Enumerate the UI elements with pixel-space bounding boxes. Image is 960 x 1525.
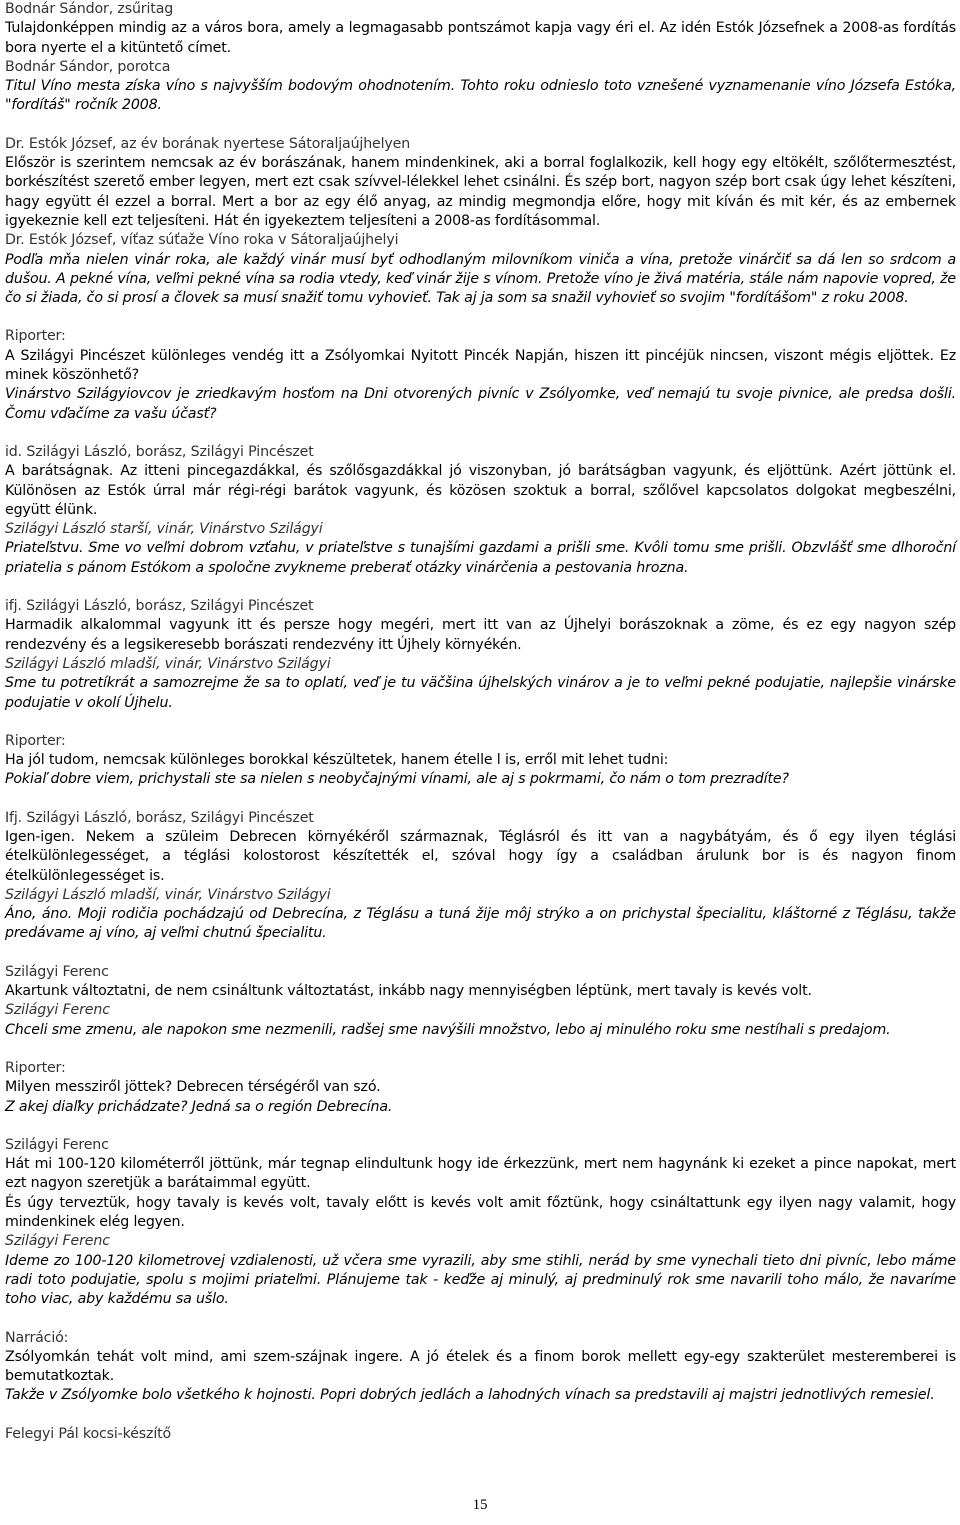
speaker-label: Riporter:	[5, 1059, 66, 1076]
hungarian-paragraph: Hát mi 100-120 kilométerről jöttünk, már tegnap elindultunk hogy ide érkezzünk, mert nem hagynánk ki ezeket a pince napokat, mert ezt nagyon szeretjük a barátaimmal együtt.	[5, 1156, 956, 1192]
paragraph-gap	[5, 713, 956, 732]
speaker-label: ifj. Szilágyi László, borász, Szilágyi Pincészet	[5, 598, 314, 615]
speaker-label: Szilágyi Ferenc	[5, 1002, 110, 1019]
slovak-paragraph: Z akej diaľky prichádzate? Jedná sa o región Debrecína.	[5, 1098, 393, 1115]
speaker-label: Szilágyi Ferenc	[5, 1233, 110, 1250]
slovak-paragraph: Pokiaľ dobre viem, prichystali ste sa nielen s neobyčajnými vínami, ale aj s pokrmami, čo nám o tom prezradíte?	[5, 771, 789, 788]
speaker-label: Szilágyi Ferenc	[5, 1136, 109, 1153]
hungarian-paragraph: Milyen messziről jöttek? Debrecen térségéről van szó.	[5, 1079, 381, 1096]
paragraph-gap	[5, 1040, 956, 1059]
speaker-label: Narráció:	[5, 1329, 69, 1346]
hungarian-paragraph: A Szilágyi Pincészet különleges vendég itt a Zsólyomkai Nyitott Pincék Napján, hiszen itt pincéjük nincsen, viszont mégis eljöttek. Ez minek köszönhető?	[5, 347, 956, 384]
slovak-paragraph: Takže v Zsólyomke bolo všetkého k hojnosti. Popri dobrých jedlách a lahodných vínach sa predstavili aj majstri jednotlivých remesiel.	[5, 1387, 935, 1404]
speaker-label: Szilágyi László mladší, vinár, Vinárstvo Szilágyi	[5, 655, 331, 672]
speaker-label: Szilágyi László mladší, vinár, Vinárstvo Szilágyi	[5, 886, 331, 903]
speaker-label: Bodnár Sándor, porotca	[5, 58, 171, 75]
speaker-label: Dr. Estók József, az év borának nyertese Sátoraljaújhelyen	[5, 135, 411, 152]
speaker-label: Szilágyi László starší, vinár, Vinárstvo Szilágyi	[5, 521, 323, 538]
hungarian-paragraph: Először is szerintem nemcsak az év borászának, hanem mindenkinek, aki a borral foglalkozik, kell hogy egy eltökélt, szőlőtermesztést, borkészítést szerető ember legyen, mert ezt csak szívvel-lélekkel lehet csinálni. És szép bort, nagyon szép bort csak úgy lehet készíteni, hagy együtt él ezzel a borral. Mert a bor az egy élő anyag, az mindig megmondja előre, hogy mit kíván és mit kér, és az embernek igyekeznie kell ezt teljesíteni. Hát én igyekeztem teljesíteni a 2008-as fordításommal.	[5, 155, 956, 229]
slovak-paragraph: Vinárstvo Szilágyiovcov je zriedkavým hosťom na Dni otvorených pivníc v Zsólyomke, veď nemajú tu svoje pivnice, ale predsa došli. Čomu vďačíme za vašu účasť?	[5, 386, 956, 422]
slovak-paragraph: Priateľstvu. Sme vo veľmi dobrom vzťahu, v priateľstve s tunajšími gazdami a prišli sme. Kvôli tomu sme prišli. Obzvlášť sme dlhoroční priatelia s pánom Estókom a spoločne zvykneme preberať otázky vinárčenia a pestovania hrozna.	[5, 540, 956, 576]
speaker-label: Szilágyi Ferenc	[5, 963, 109, 980]
speaker-label: Riporter:	[5, 732, 66, 749]
hungarian-paragraph: Akartunk változtatni, de nem csináltunk változtatást, inkább nagy mennyiségben léptünk, mert tavaly is kevés volt.	[5, 983, 812, 1000]
paragraph-gap	[5, 944, 956, 963]
hungarian-paragraph: Tulajdonképpen mindig az a város bora, amely a legmagasabb pontszámot kapja vagy éri el. Az idén Estók Józsefnek a 2008-as fordítás bora nyerte el a kitüntető címet.	[5, 20, 956, 56]
slovak-paragraph: Titul Víno mesta získa víno s najvyšším bodovým ohodnotením. Tohto roku odnieslo toto vznešené vyznamenanie víno Józsefa Estóka, "fordítáš" ročník 2008.	[5, 78, 956, 114]
slovak-paragraph: Sme tu potretíkrát a samozrejme že sa to oplatí, veď je tu väčšina újhelských vinárov a je to veľmi pekné podujatie, najlepšie vinárske podujatie v okolí Újhelu.	[5, 675, 956, 711]
speaker-label: id. Szilágyi László, borász, Szilágyi Pincészet	[5, 443, 314, 460]
speaker-label: Dr. Estók József, víťaz súťaže Víno roka v Sátoraljaújhelyi	[5, 232, 399, 249]
slovak-paragraph: Áno, áno. Moji rodičia pochádzajú od Debrecína, z Téglásu a tuná žije môj strýko a on prichystal špecialitu, kláštorné z Téglásu, takže predávame aj víno, aj veľmi chutnú špecialitu.	[5, 906, 956, 942]
slovak-paragraph: Chceli sme zmenu, ale napokon sme nezmenili, radšej sme navýšili množstvo, lebo aj minulého roku sme nestíhali s predajom.	[5, 1021, 891, 1038]
paragraph-gap	[5, 578, 956, 597]
slovak-paragraph: Ideme zo 100-120 kilometrovej vzdialenosti, už včera sme vyrazili, aby sme stihli, nerád by sme vynechali tieto dni pivníc, lebo máme radi toto podujatie, spolu s mojimi priateľmi. Plánujeme tak - keďže aj minulý, aj predminulý rok sme navarili toho málo, že navaríme toho viac, aby každému sa ušlo.	[5, 1252, 956, 1308]
page-number: 15	[472, 1497, 488, 1513]
slovak-paragraph: Podľa mňa nielen vinár roka, ale každý vinár musí byť odhodlaným milovníkom viniča a vína, pretože vinárčiť sa dá len so srdcom a dušou. A pekné vína, veľmi pekné vína sa rodia vtedy, keď vinár žije s vínom. Pretože víno je živá matéria, stále nám napovie vopred, že čo si žiada, čo si prosí a človek sa musí snažiť tomu vyhovieť. Tak aj ja som sa snažil vyhovieť so svojim "fordítášom" z roku 2008.	[5, 251, 956, 307]
paragraph-gap	[5, 116, 956, 135]
speaker-label: Ifj. Szilágyi László, borász, Szilágyi Pincészet	[5, 809, 314, 826]
paragraph-gap	[5, 790, 956, 809]
speaker-label: Bodnár Sándor, zsűritag	[5, 1, 174, 17]
hungarian-paragraph: Igen-igen. Nekem a szüleim Debrecen környékéről származnak, Téglásról és itt van a nagybátyám, és ő egy ilyen téglási ételkülönlegességet, a téglási kolostorost készítették el, szóval hogy így a családban árulunk bor is és nagyon finom ételkülönlegességet is.	[5, 828, 956, 884]
hungarian-paragraph: Harmadik alkalommal vagyunk itt és persze hogy megéri, mert itt van az Újhelyi borászoknak a zöme, és ez egy nagyon szép rendezvény és a legsikeresebb borászati rendezvény itt Újhely környékén.	[5, 617, 956, 653]
paragraph-gap	[5, 1117, 956, 1136]
hungarian-paragraph: Ha jól tudom, nemcsak különleges borokkal készültetek, hanem ételle l is, erről mit lehet tudni:	[5, 752, 669, 769]
paragraph-gap	[5, 424, 956, 443]
hungarian-paragraph: És úgy terveztük, hogy tavaly is kevés volt, tavaly előtt is kevés volt amit főztünk, hogy csináltattunk egy ilyen nagy valamit, hogy mindenkinek elég legyen.	[5, 1194, 956, 1231]
document-body	[5, 0, 956, 1444]
hungarian-paragraph: A barátságnak. Az itteni pincegazdákkal, és szőlősgazdákkal jó viszonyban, jó barátságban vagyunk, és eljöttünk. Azért jöttünk el. Különösen az Estók úrral már régi-régi barátok vagyunk, és közösen szoktuk a borral, szőlővel kapcsolatos dolgokat megbeszélni, együtt élünk.	[5, 463, 956, 518]
paragraph-gap	[5, 1310, 956, 1329]
paragraph-gap	[5, 1406, 956, 1425]
paragraph-gap	[5, 308, 956, 327]
speaker-label: Riporter:	[5, 328, 66, 345]
hungarian-paragraph: Zsólyomkán tehát volt mind, ami szem-szájnak ingere. A jó ételek és a finom borok mellett egy-egy szakterület mesteremberei is bemutatkoztak.	[5, 1348, 956, 1385]
speaker-label: Felegyi Pál kocsi-készítő	[5, 1425, 172, 1442]
